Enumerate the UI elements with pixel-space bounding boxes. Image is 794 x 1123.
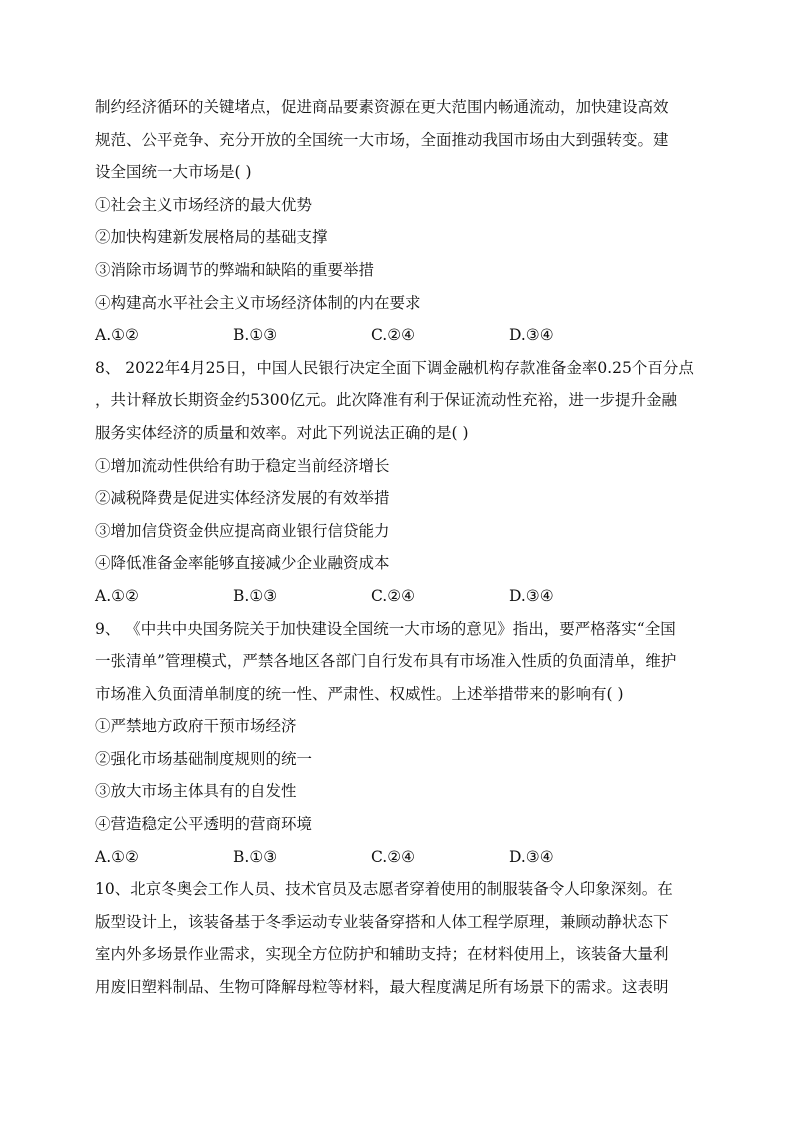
question-stem-line: 8、 2022年4月25日，中国人民银行决定全面下调金融机构存款准备金率0.25个百分点 xyxy=(95,358,694,377)
option-b: B.①③ xyxy=(233,847,278,866)
option-a: A.①② xyxy=(95,847,139,866)
option-b: B.①③ xyxy=(233,586,278,605)
answer-options xyxy=(95,580,705,613)
option-d: D.③④ xyxy=(509,326,554,345)
answer-options xyxy=(95,841,705,874)
statement-item: ②强化市场基础制度规则的统一 xyxy=(95,749,313,768)
answer-options xyxy=(95,319,705,352)
statement-item: ③消除市场调节的弊端和缺陷的重要举措 xyxy=(95,260,375,279)
option-a: A.①② xyxy=(95,326,139,345)
question-9 xyxy=(95,613,705,874)
question-10 xyxy=(95,873,705,1003)
question-stem-line: 用废旧塑料制品、生物可降解母粒等材料，最大程度满足所有场景下的需求。这表明 xyxy=(95,978,669,997)
question-7 xyxy=(95,91,705,352)
question-stem-line: 制约经济循环的关键堵点，促进商品要素资源在更大范围内畅通流动，加快建设高效 xyxy=(95,98,669,116)
statement-item: ①社会主义市场经济的最大优势 xyxy=(95,195,313,214)
question-stem-line: 规范、公平竞争、充分开放的全国统一大市场，全面推动我国市场由大到强转变。建 xyxy=(95,130,669,149)
question-stem-line: 版型设计上，该装备基于冬季运动专业装备穿搭和人体工程学原理，兼顾动静状态下 xyxy=(95,912,669,931)
statement-item: ④营造稳定公平透明的营商环境 xyxy=(95,815,313,834)
statement-item: ③放大市场主体具有的自发性 xyxy=(95,782,297,801)
statement-item: ①严禁地方政府干预市场经济 xyxy=(95,717,297,736)
question-stem-line: 一张清单”管理模式，严禁各地区各部门自行发布具有市场准入性质的负面清单，维护 xyxy=(95,652,677,671)
document-page xyxy=(95,91,705,1004)
question-stem-line: 10、北京冬奥会工作人员、技术官员及志愿者穿着使用的制服装备令人印象深刻。在 xyxy=(95,880,673,899)
question-8 xyxy=(95,352,705,613)
question-stem-line: 9、 《中共中央国务院关于加快建设全国统一大市场的意见》指出，要严格落实“全国 xyxy=(95,619,676,638)
question-stem-line: 市场准入负面清单制度的统一性、严肃性、权威性。上述举措带来的影响有( ) xyxy=(95,684,624,703)
option-b: B.①③ xyxy=(233,326,278,345)
statement-item: ④降低准备金率能够直接减少企业融资成本 xyxy=(95,554,390,573)
option-a: A.①② xyxy=(95,586,139,605)
statement-item: ②减税降费是促进实体经济发展的有效举措 xyxy=(95,489,390,508)
question-stem-line: 服务实体经济的质量和效率。对此下列说法正确的是( ) xyxy=(95,423,469,442)
question-stem-line: ，共计释放长期资金约5300亿元。此次降准有利于保证流动性充裕，进一步提升金融 xyxy=(95,391,677,410)
statement-item: ①增加流动性供给有助于稳定当前经济增长 xyxy=(95,456,390,475)
statement-item: ②加快构建新发展格局的基础支撑 xyxy=(95,228,328,247)
question-stem-line: 设全国统一大市场是( ) xyxy=(95,163,252,182)
option-c: C.②④ xyxy=(371,586,416,605)
question-stem-line: 室内外多场景作业需求，实现全方位防护和辅助支持；在材料使用上，该装备大量利 xyxy=(95,945,669,964)
option-d: D.③④ xyxy=(509,847,554,866)
option-c: C.②④ xyxy=(371,326,416,345)
statement-item: ③增加信贷资金供应提高商业银行信贷能力 xyxy=(95,521,390,540)
option-c: C.②④ xyxy=(371,847,416,866)
option-d: D.③④ xyxy=(509,586,554,605)
statement-item: ④构建高水平社会主义市场经济体制的内在要求 xyxy=(95,293,421,312)
